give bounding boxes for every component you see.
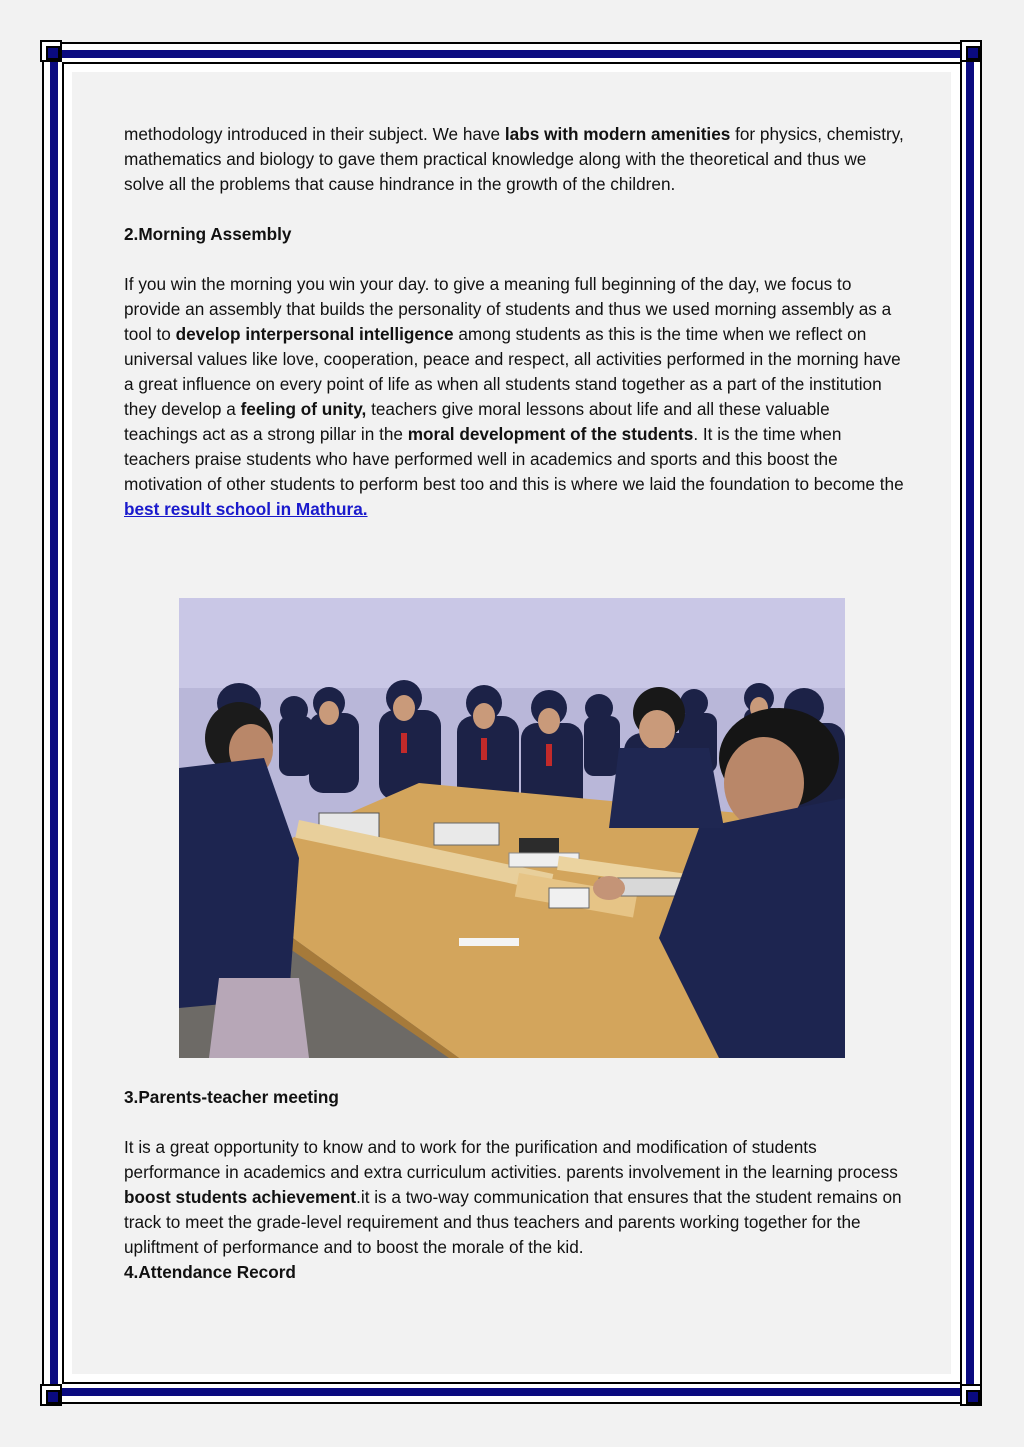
morning-assembly-paragraph <box>124 272 904 522</box>
bold-boost-students-achievement: boost students achievement <box>124 1187 357 1207</box>
bold-interpersonal-intelligence: develop interpersonal intelligence <box>175 324 454 344</box>
paragraph-text: teachers give moral lessons about life and all these valuable teachings act as a strong pillar in the <box>124 399 830 444</box>
best-result-school-link[interactable]: best result school in Mathura. <box>124 499 368 519</box>
corner-ornament-top-left <box>40 40 62 62</box>
paragraph-text: among students as this is the time when we reflect on universal values like love, cooperation, peace and respect, all activities performed in the morning have a great influence on every point of life as when all students stand together as a part of the institution they develop a <box>124 324 901 419</box>
corner-ornament-bottom-left <box>40 1384 62 1406</box>
paragraph-text: .it is a two-way communication that ensures that the student remains on track to meet the grade-level requirement and thus teachers and parents working together for the upliftment of performance and to boost the morale of the kid. <box>124 1187 902 1257</box>
bold-moral-development: moral development of the students <box>407 424 694 444</box>
paragraph-text: . It is the time when teachers praise students who have performed well in academics and sports and this boost the motivation of other students to perform best too and this is where we laid the foundation to become the <box>124 424 904 494</box>
paragraph-text: If you win the morning you win your day. to give a meaning full beginning of the day, we focus to provide an assembly that builds the personality of students and thus we used morning assembly as a tool to <box>124 274 892 344</box>
section-heading-morning-assembly: 2.Morning Assembly <box>124 224 292 244</box>
intro-text-continued: for physics, chemistry, mathematics and biology to gave them practical knowledge along with the theoretical and thus we solve all the problems that cause hindrance in the growth of the children. <box>124 124 904 194</box>
science-lab-photo <box>179 598 845 1058</box>
paragraph-text: It is a great opportunity to know and to work for the purification and modification of students performance in academics and extra curriculum activities. parents involvement in the learning process <box>124 1137 898 1182</box>
section-heading-attendance-record: 4.Attendance Record <box>124 1262 296 1282</box>
bold-feeling-of-unity: feeling of unity, <box>240 399 367 419</box>
intro-bold-labs: labs with modern amenities <box>504 124 731 144</box>
section-heading-parents-teacher-meeting: 3.Parents-teacher meeting <box>124 1087 339 1107</box>
intro-paragraph <box>124 122 904 197</box>
corner-ornament-top-right <box>960 40 982 62</box>
corner-ornament-bottom-right <box>960 1384 982 1406</box>
document-body-lower <box>124 1085 904 1285</box>
parents-teacher-paragraph <box>124 1135 904 1260</box>
intro-text: methodology introduced in their subject. We have <box>124 124 505 144</box>
document-body <box>124 122 904 522</box>
